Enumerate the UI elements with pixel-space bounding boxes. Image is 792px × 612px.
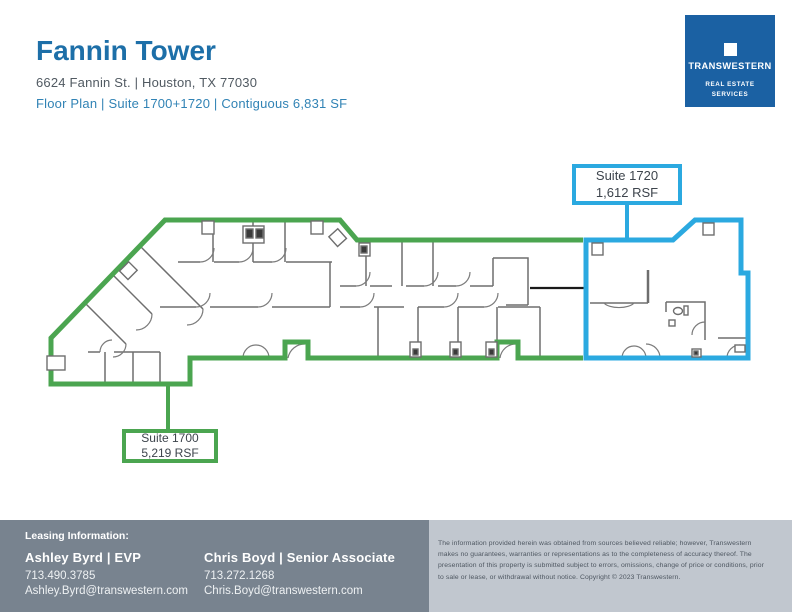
logo-tagline-line2: SERVICES xyxy=(711,90,749,98)
suite-1720-label xyxy=(572,164,682,205)
suite-1720-outline xyxy=(586,201,748,358)
contact-phone: 713.272.1268 xyxy=(204,570,275,582)
leasing-info-label: Leasing Information: xyxy=(25,530,129,542)
property-address: 6624 Fannin St. | Houston, TX 77030 xyxy=(36,75,258,91)
footer-left-panel xyxy=(0,520,429,612)
suite-1700-outline xyxy=(51,220,583,429)
contact-card-chris xyxy=(204,550,395,597)
logo-brand: TRANSWESTERN xyxy=(688,61,772,71)
suite-1700-area: 5,219 RSF xyxy=(141,446,199,460)
suite-1720-name: Suite 1720 xyxy=(595,167,659,183)
suite-1700-label xyxy=(122,429,218,463)
suite-1720-area: 1,612 RSF xyxy=(595,184,659,200)
floorplan-subtitle: Floor Plan | Suite 1700+1720 | Contiguous 6,831 SF xyxy=(36,96,348,112)
contact-name: Ashley Byrd | EVP xyxy=(25,550,142,565)
contact-email[interactable]: Ashley.Byrd@transwestern.com xyxy=(25,585,188,597)
logo-tagline-line1: REAL ESTATE xyxy=(705,81,755,88)
footer xyxy=(0,520,792,612)
contact-email[interactable]: Chris.Boyd@transwestern.com xyxy=(204,585,363,597)
suite-1700-name: Suite 1700 xyxy=(141,431,199,445)
contact-name: Chris Boyd | Senior Associate xyxy=(204,550,396,565)
contact-phone: 713.490.3785 xyxy=(25,570,96,582)
footer-right-panel xyxy=(429,520,792,612)
contact-card-ashley xyxy=(25,550,188,597)
page-title: Fannin Tower xyxy=(36,35,216,66)
disclaimer-text: The information provided herein was obtained from sources believed reliable; however, Transwestern makes no guarantees, warranties or representations as to the completeness of accuracy thereof. The presentation of this property is submitted subject to errors, omissions, change of price or conditions, prior to sale or lease, or withdrawal without notice. Copyright © 2023 Transwestern. xyxy=(438,540,764,581)
